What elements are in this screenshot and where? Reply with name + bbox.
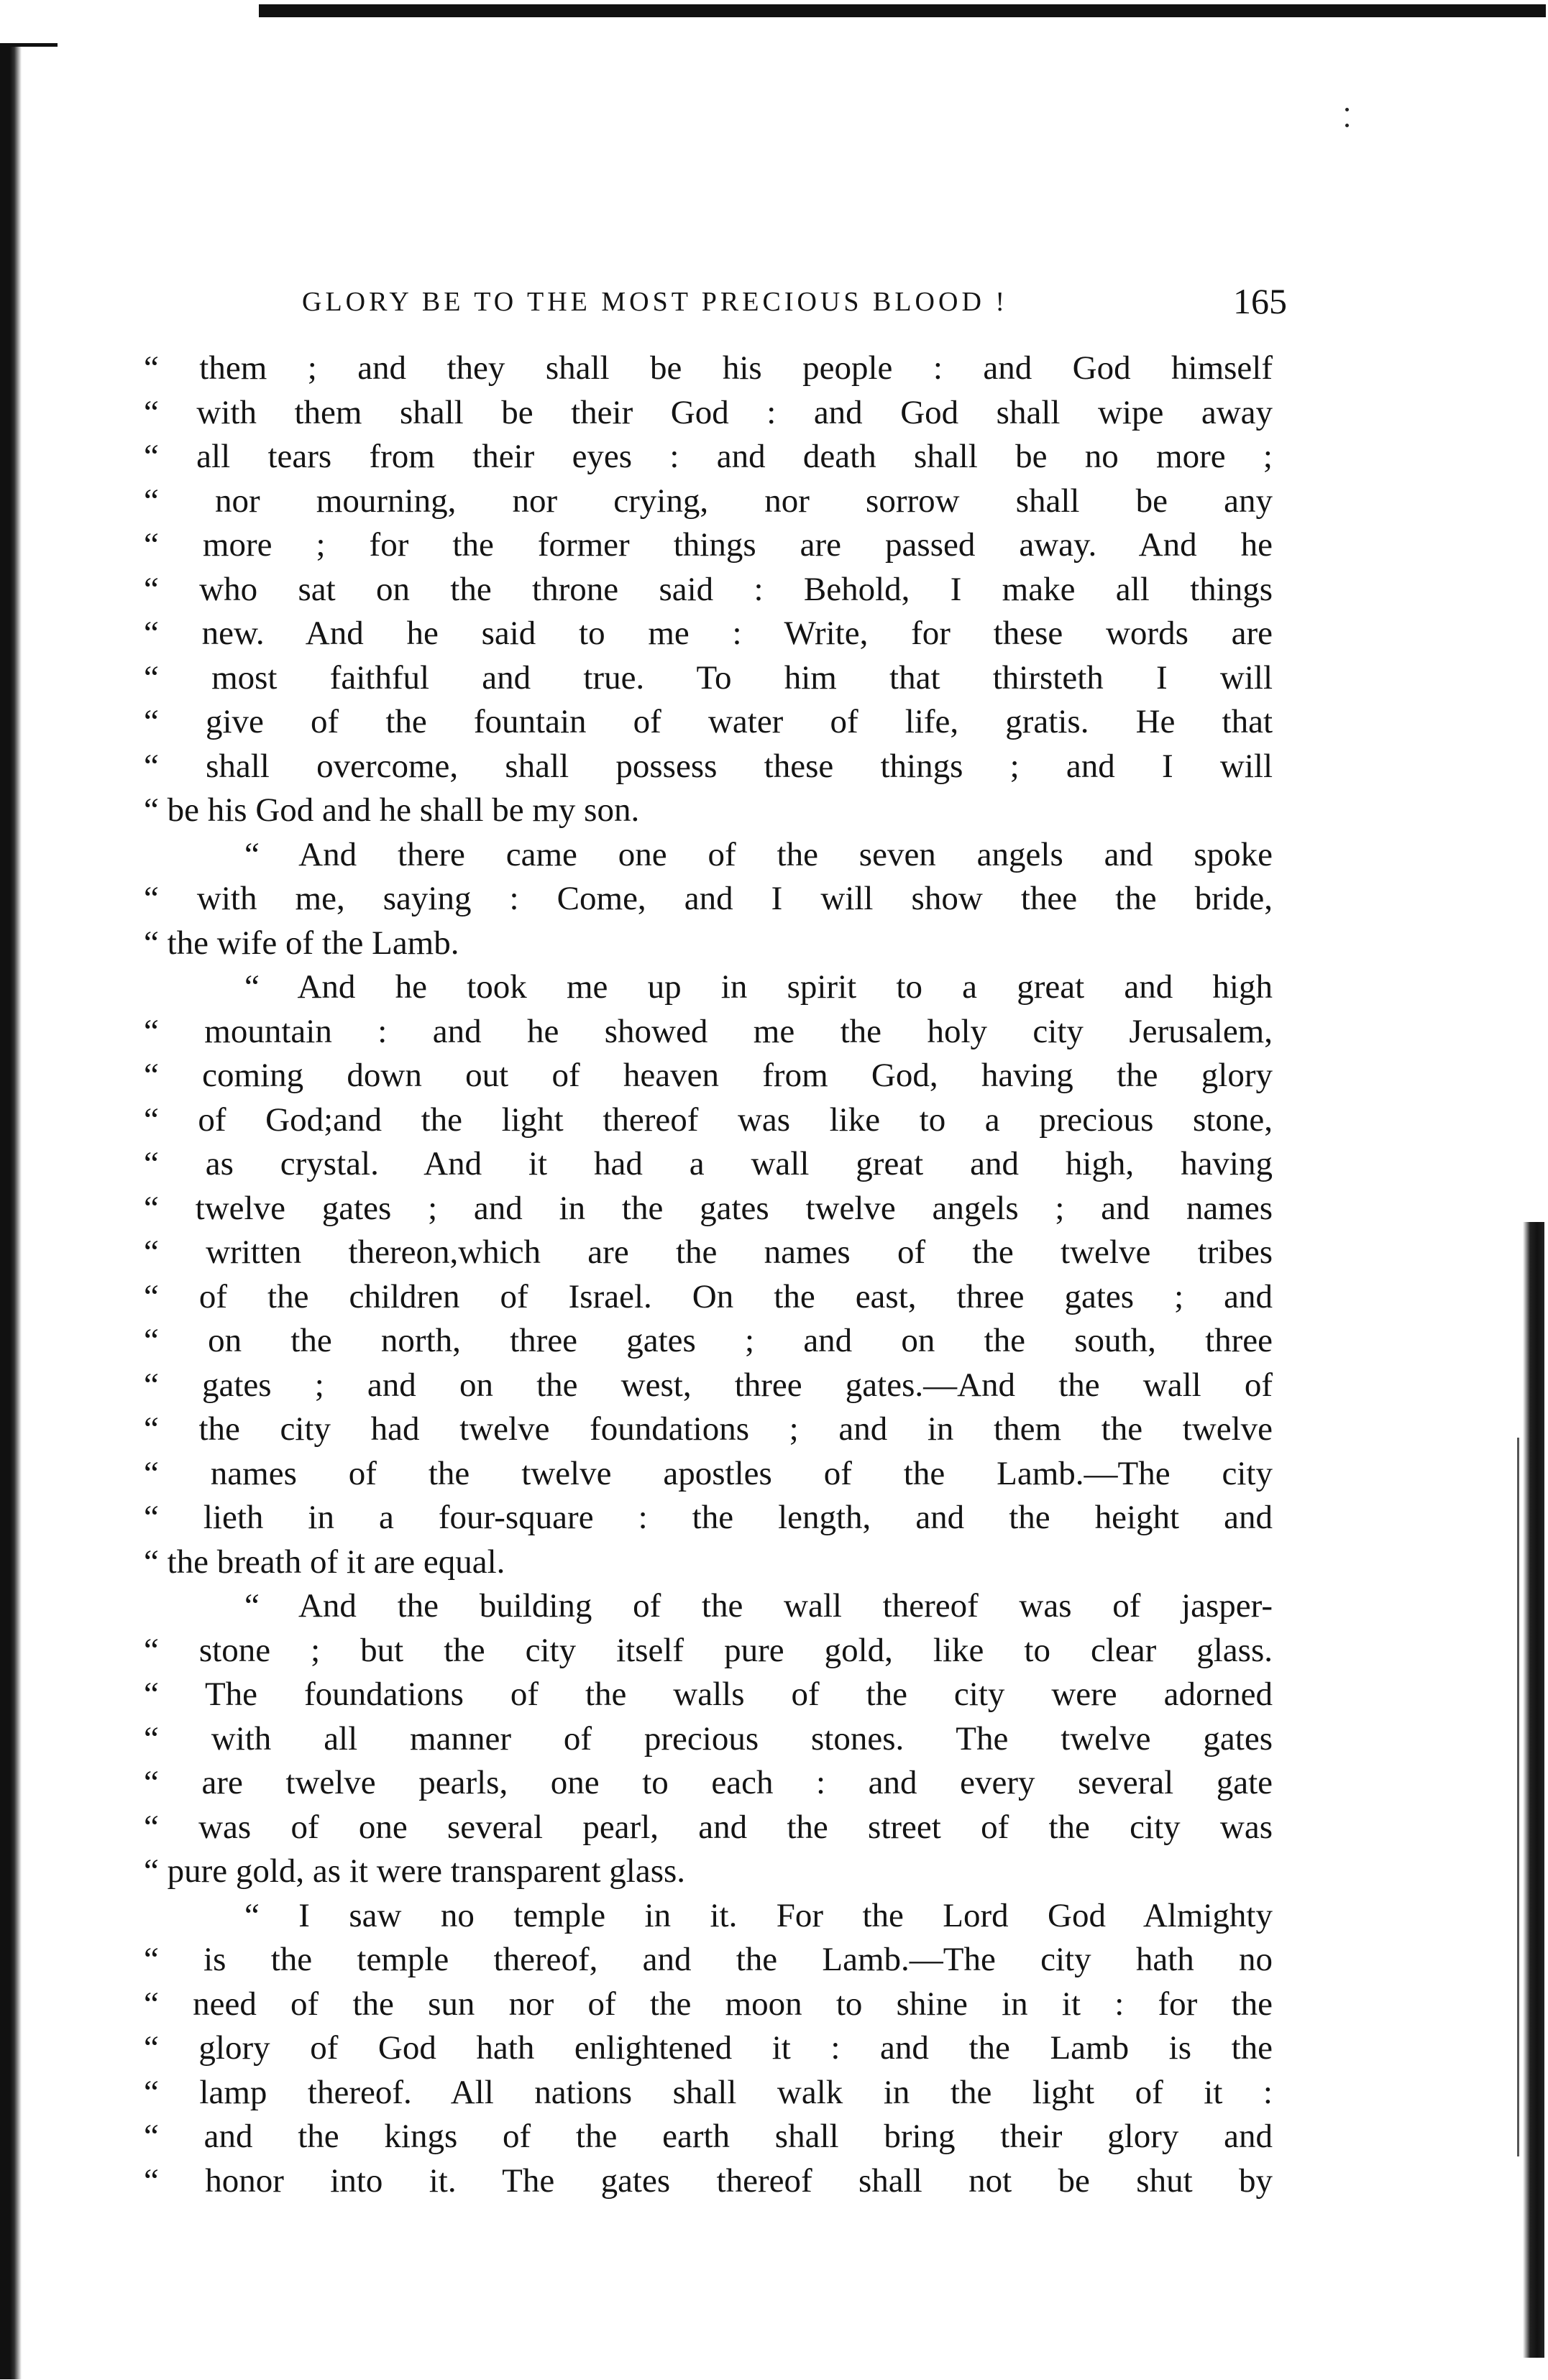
text-line: “ with them shall be their God : and God shall wipe away	[144, 393, 1273, 431]
text-line: “ all tears from their eyes : and death shall be no more ;	[144, 438, 1273, 475]
text-line: “ names of the twelve apostles of the Lamb.—The city	[144, 1454, 1273, 1492]
text-line: “ of God;and the light thereof was like to a precious stone,	[144, 1101, 1273, 1139]
text-line: “ and the kings of the earth shall bring their glory and	[144, 2118, 1273, 2155]
text-line: “ need of the sun nor of the moon to shine in it : for the	[144, 1985, 1273, 2023]
text-line: “ And he took me up in spirit to a great and high	[244, 968, 1273, 1006]
text-line: “ is the temple thereof, and the Lamb.—The city hath no	[144, 1941, 1273, 1978]
text-line: “ them ; and they shall be his people : and God himself	[144, 349, 1273, 387]
text-line: “ glory of God hath enlightened it : and the Lamb is the	[144, 2029, 1273, 2067]
text-line: “ shall overcome, shall possess these things ; and I will	[144, 747, 1273, 785]
text-line: “ nor mourning, nor crying, nor sorrow shall be any	[144, 482, 1273, 520]
text-line: “ who sat on the throne said : Behold, I make all things	[144, 570, 1273, 608]
text-line: “ pure gold, as it were transparent glass.	[144, 1852, 686, 1890]
scan-border-top	[259, 4, 1546, 17]
scan-border-corner	[0, 43, 58, 47]
running-head-title: GLORY BE TO THE MOST PRECIOUS BLOOD !	[302, 287, 1009, 317]
text-line: “ as crystal. And it had a wall great and high, having	[144, 1145, 1273, 1182]
text-line: “ new. And he said to me : Write, for these words are	[144, 615, 1273, 652]
text-line: “ twelve gates ; and in the gates twelve angels ; and names	[144, 1189, 1273, 1227]
text-line: “ stone ; but the city itself pure gold, like to clear glass.	[144, 1631, 1273, 1669]
scan-border-left	[0, 43, 22, 2379]
text-line: “ And the building of the wall thereof was of jasper-	[244, 1587, 1273, 1625]
text-line: “ the breath of it are equal.	[144, 1543, 505, 1581]
text-line: “ most faithful and true. To him that thirsteth I will	[144, 658, 1273, 697]
text-line: “ lamp thereof. All nations shall walk in the light of it :	[144, 2073, 1273, 2111]
text-line: “ the city had twelve foundations ; and in them the twelve	[144, 1410, 1273, 1448]
text-line: “ lieth in a four-square : the length, and the height and	[144, 1499, 1273, 1536]
text-line: “ And there came one of the seven angels and spoke	[244, 835, 1273, 873]
scan-speck	[1345, 108, 1349, 111]
text-line: “ give of the fountain of water of life, gratis. He that	[144, 703, 1273, 740]
text-line: “ I saw no temple in it. For the Lord God Almighty	[244, 1896, 1273, 1934]
text-line: “ gates ; and on the west, three gates.—And the wall of	[144, 1366, 1273, 1404]
page-body-text	[144, 346, 1273, 2230]
text-line: “ mountain : and he showed me the holy city Jerusalem,	[144, 1012, 1273, 1050]
text-line: “ written thereon,which are the names of the twelve tribes	[144, 1233, 1273, 1271]
scan-line-right	[1517, 1438, 1519, 2156]
text-line: “ was of one several pearl, and the street of the city was	[144, 1808, 1273, 1846]
page-number: 165	[1233, 281, 1287, 321]
text-line: “ of the children of Israel. On the east, three gates ; and	[144, 1277, 1273, 1315]
running-head	[302, 280, 1287, 331]
scan-border-right	[1523, 1222, 1544, 2358]
text-line: “ the wife of the Lamb.	[144, 924, 459, 962]
text-line: “ honor into it. The gates thereof shall not be shut by	[144, 2161, 1273, 2200]
text-line: “ with me, saying : Come, and I will show thee the bride,	[144, 880, 1273, 917]
text-line: “ be his God and he shall be my son.	[144, 791, 640, 829]
text-line: “ more ; for the former things are passed away. And he	[144, 526, 1273, 564]
text-line: “ with all manner of precious stones. The twelve gates	[144, 1719, 1273, 1758]
text-line: “ The foundations of the walls of the city were adorned	[144, 1676, 1273, 1713]
text-line: “ are twelve pearls, one to each : and every several gate	[144, 1764, 1273, 1801]
text-line: “ coming down out of heaven from God, having the glory	[144, 1057, 1273, 1094]
scan-speck	[1345, 124, 1349, 127]
text-line: “ on the north, three gates ; and on the south, three	[144, 1322, 1273, 1359]
